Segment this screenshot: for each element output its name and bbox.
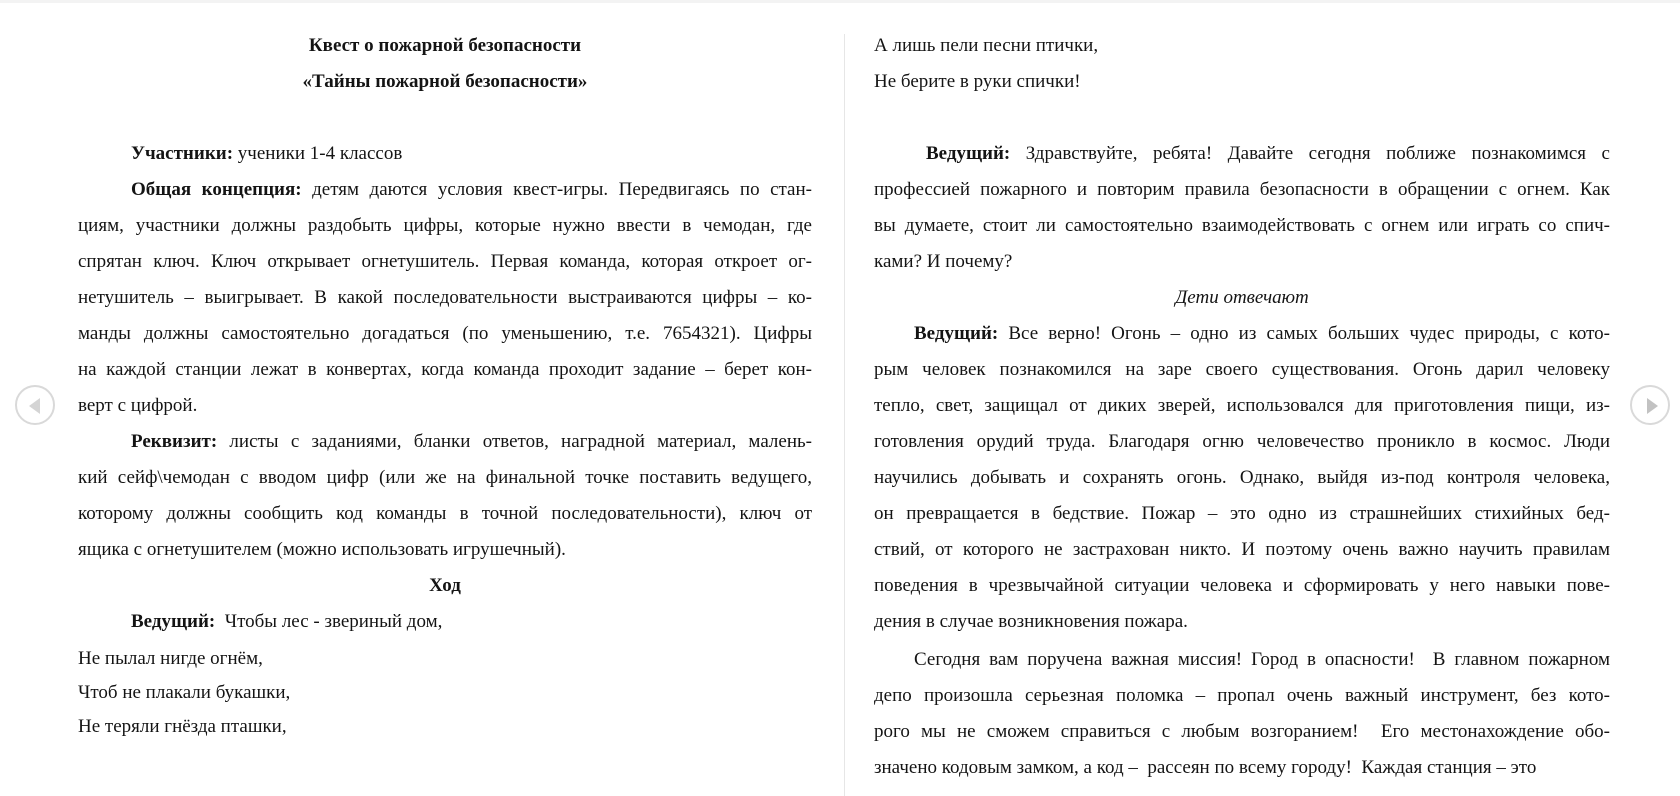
host-fire-line: [874, 352, 1610, 388]
host-greeting-line-text: ками? И почему?: [874, 251, 1013, 272]
chevron-right-icon: [1647, 398, 1658, 414]
poem-line-text: Чтоб не плакали букашки,: [78, 682, 291, 703]
mission-line-text: Сегодня вам поручена важная миссия! Город в опасности! В главном пожарном: [914, 649, 1610, 670]
host-greeting-line: [874, 172, 1610, 208]
host-fire-line-text: он превращается в бедствие. Пожар – это одно из страшнейших стихийных бед-: [874, 503, 1610, 524]
host-fire-line-text: научились добывать и сохранять огонь. Однако, выйдя из-под контроля человека,: [874, 467, 1610, 488]
host-fire-line-text: рым человек познакомился на заре своего существования. Огонь дарил человеку: [874, 359, 1610, 380]
host-fire-paragraph: [874, 316, 1610, 640]
concept-line-text: манды должны самостоятельно догадаться (по уменьшению, т.е. 7654321). Цифры: [78, 323, 812, 344]
poem-line: [78, 642, 812, 676]
host-fire-line: [874, 316, 1610, 352]
host-greeting-line: [874, 244, 1610, 280]
concept-line: [78, 172, 812, 208]
concept-line-text: верт с цифрой.: [78, 395, 198, 416]
mission-line: [874, 714, 1610, 750]
concept-label: Общая концепция:: [131, 179, 302, 200]
spacer: [874, 100, 1610, 136]
course-heading: Ход: [429, 575, 461, 596]
concept-line: [78, 316, 812, 352]
host-fire-line: [874, 496, 1610, 532]
poem-line: [78, 676, 812, 710]
props-label: Реквизит:: [131, 431, 218, 452]
mission-line: [874, 750, 1610, 786]
host-fire-line-text: ствий, от которого не застрахован никто. И поэтому очень важно научить правилам: [874, 539, 1610, 560]
props-line-text: ящика с огнетушителем (можно использовать игрушечный).: [78, 539, 566, 560]
host-fire-line: [874, 424, 1610, 460]
mission-line-text: рого мы не сможем справиться с любым возгоранием! Его местонахождение обо-: [874, 721, 1610, 742]
concept-line: [78, 244, 812, 280]
prev-page-button[interactable]: [15, 385, 55, 425]
host-label: Ведущий:: [926, 143, 1011, 164]
doc-title: Квест о пожарной безопасности: [308, 35, 582, 56]
mission-line: [874, 642, 1610, 678]
mission-line-text: депо произошла серьезная поломка – пропал очень важный инструмент, без кото-: [874, 685, 1610, 706]
host-fire-line: [874, 568, 1610, 604]
poem-block: [78, 642, 812, 744]
children-answer: Дети отвечают: [1175, 287, 1309, 308]
mission-paragraph: [874, 642, 1610, 786]
host-fire-line-text: дения в случае возникновения пожара.: [874, 611, 1188, 632]
concept-line-text: детям даются условия квест-игры. Передвигаясь по стан-: [301, 179, 812, 200]
host-label: Ведущий:: [131, 611, 216, 632]
host-greeting-line-text: вы думаете, стоит ли самостоятельно взаимодействовать с огнем или играть со спич-: [874, 215, 1610, 236]
props-line: [78, 496, 812, 532]
host-greeting-paragraph: [874, 136, 1610, 280]
participants-paragraph: [78, 136, 812, 172]
host-text: Чтобы лес - звериный дом,: [215, 611, 443, 632]
poem-line-text: Не теряли гнёзда пташки,: [78, 716, 287, 737]
host-fire-line: [874, 388, 1610, 424]
poem-line: [78, 710, 812, 744]
concept-line: [78, 352, 812, 388]
host-fire-line-text: готовления орудий труда. Благодаря огню человечество проникло в космос. Люди: [874, 431, 1610, 452]
props-line: [78, 532, 812, 568]
host-fire-line: [874, 460, 1610, 496]
props-line-text: кий сейф\чемодан с вводом цифр (или же на финальной точке поставить ведущего,: [78, 467, 812, 488]
next-page-button[interactable]: [1630, 385, 1670, 425]
concept-line: [78, 208, 812, 244]
host-fire-line: [874, 604, 1610, 640]
participants-text: ученики 1-4 классов: [233, 143, 403, 164]
concept-line-text: нетушитель – выигрывает. В какой последовательности выстраиваются цифры – ко-: [78, 287, 812, 308]
spacer: [78, 100, 812, 136]
host-greeting-line: [874, 136, 1610, 172]
poem-line-text: А лишь пели песни птички,: [874, 35, 1099, 56]
poem-line: [874, 28, 1610, 64]
right-page: [874, 28, 1610, 786]
concept-line-text: на каждой станции лежат в конвертах, когда команда проходит задание – берет кон-: [78, 359, 812, 380]
host-fire-line-text: тепло, свет, защищал от диких зверей, использовался для приготовления пищи, из-: [874, 395, 1610, 416]
host-intro-line: [78, 604, 812, 640]
props-paragraph: [78, 424, 812, 568]
host-label: Ведущий:: [914, 323, 999, 344]
page-divider: [844, 34, 845, 796]
poem-line-text: Не берите в руки спички!: [874, 71, 1081, 92]
concept-line-text: циям, участники должны раздобыть цифры, которые нужно ввести в чемодан, где: [78, 215, 812, 236]
chevron-left-icon: [29, 398, 40, 414]
props-line-text: которому должны сообщить код команды в точной последовательности), ключ от: [78, 503, 812, 524]
host-greeting-line-text: Здравствуйте, ребята! Давайте сегодня поближе познакомимся с: [1010, 143, 1610, 164]
poem-line-text: Не пылал нигде огнём,: [78, 648, 263, 669]
props-line: [78, 460, 812, 496]
mission-line: [874, 678, 1610, 714]
participants-label: Участники:: [131, 143, 234, 164]
props-line: [78, 424, 812, 460]
concept-paragraph: [78, 172, 812, 424]
host-greeting-line: [874, 208, 1610, 244]
concept-line: [78, 388, 812, 424]
concept-line: [78, 280, 812, 316]
poem-continuation: [874, 28, 1610, 100]
viewer-top-edge: [0, 0, 1680, 3]
props-line-text: листы с заданиями, бланки ответов, наградной материал, малень-: [217, 431, 812, 452]
doc-subtitle: «Тайны пожарной безопасности»: [302, 71, 588, 92]
poem-line: [874, 64, 1610, 100]
mission-line-text: значено кодовым замком, а код – рассеян по всему городу! Каждая станция – это: [874, 757, 1537, 778]
concept-line-text: спрятан ключ. Ключ открывает огнетушитель. Первая команда, которая откроет ог-: [78, 251, 812, 272]
host-fire-line-text: Все верно! Огонь – одно из самых больших чудес природы, с кото-: [998, 323, 1610, 344]
host-greeting-line-text: профессией пожарного и повторим правила безопасности в обращении с огнем. Как: [874, 179, 1610, 200]
host-fire-line: [874, 532, 1610, 568]
left-page: [78, 28, 812, 744]
host-fire-line-text: поведения в чрезвычайной ситуации человека и сформировать у него навыки пове-: [874, 575, 1610, 596]
